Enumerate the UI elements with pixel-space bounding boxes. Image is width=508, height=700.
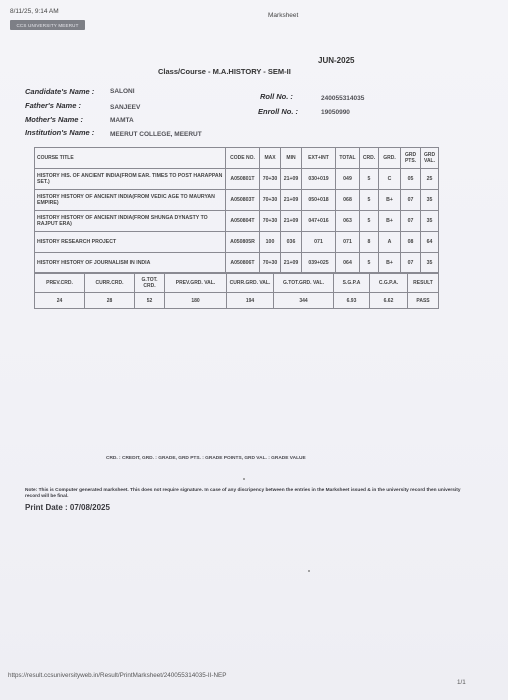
credit-cell: 8 [360,232,379,253]
code-cell: A050804T [226,211,260,232]
ext-int-cell: 030+019 [302,169,336,190]
summary-header-cell: G.TOT. CRD. [135,273,165,293]
marks-header-row [35,148,439,169]
mother-name: MAMTA [110,117,134,124]
father-name: SANJEEV [110,104,141,111]
code-cell: A050805R [226,232,260,253]
code-cell: A050801T [226,169,260,190]
summary-header-cell: C.G.P.A. [370,273,408,293]
print-date: Print Date : 07/08/2025 [25,503,110,512]
table-row [35,232,439,253]
summary-value-row [35,293,439,309]
credit-cell: 5 [360,211,379,232]
mother-name-label: Mother's Name : [25,115,84,124]
total-grade-value: 344 [274,293,334,309]
header-cell: CRD. [360,148,379,169]
max-cell: 100 [260,232,281,253]
candidate-name: SALONI [110,88,135,95]
credit-cell: 5 [360,190,379,211]
table-row [35,169,439,190]
enroll-no-label: Enroll No. : [258,107,298,116]
table-row [35,190,439,211]
page-number: 1/1 [457,679,466,686]
scan-speck [243,478,245,480]
ext-int-cell: 071 [302,232,336,253]
institution-name: MEERUT COLLEGE, MEERUT [110,131,202,138]
course-title-cell: HISTORY HIS. OF ANCIENT INDIA(FROM EAR. TIMES TO POST HARAPPAN SET.) [35,169,226,190]
prev-grade-value: 180 [165,293,227,309]
grade-points-cell: 07 [401,190,421,211]
course-title-cell: HISTORY HISTORY OF ANCIENT INDIA(FROM SHUNGA DYNASTY TO RAJPUT ERA) [35,211,226,232]
grade-cell: B+ [379,190,401,211]
curr-grade-value: 194 [227,293,274,309]
enroll-no: 19050990 [321,109,350,116]
table-row [35,253,439,274]
header-cell: MIN [281,148,302,169]
institution-label: Institution's Name : [25,128,95,137]
header-cell: CODE NO. [226,148,260,169]
grade-points-cell: 07 [401,253,421,274]
code-cell: A050803T [226,190,260,211]
grade-value-cell: 35 [421,253,439,274]
summary-header-cell: RESULT [408,273,439,293]
university-logo [10,20,85,30]
course-title-cell: HISTORY HISTORY OF ANCIENT INDIA(FROM VEDIC AGE TO MAURYAN EMPIRE) [35,190,226,211]
scan-speck [308,570,310,572]
total-cell: 068 [336,190,360,211]
grade-cell: A [379,232,401,253]
marks-table [34,147,439,274]
credit-cell: 5 [360,169,379,190]
abbreviation-legend: CRD. : CREDIT, GRD. : GRADE, GRD PTS. : GRADE POINTS, GRD VAL. : GRADE VALUE [106,456,306,461]
header-cell: GRD. [379,148,401,169]
cgpa-value: 6.62 [370,293,408,309]
ext-int-cell: 050+018 [302,190,336,211]
total-credit-value: 52 [135,293,165,309]
grade-points-cell: 07 [401,211,421,232]
header-cell: TOTAL [336,148,360,169]
table-row [35,211,439,232]
roll-no-label: Roll No. : [260,92,293,101]
grade-cell: B+ [379,211,401,232]
course-title-cell: HISTORY HISTORY OF JOURNALISM IN INDIA [35,253,226,274]
grade-cell: C [379,169,401,190]
roll-no: 240055314035 [321,95,365,102]
summary-header-cell: CURR.GRD. VAL. [227,273,274,293]
father-name-label: Father's Name : [25,101,81,110]
browser-page-title: Marksheet [268,12,299,19]
summary-header-cell: PREV.GRD. VAL. [165,273,227,293]
grade-cell: B+ [379,253,401,274]
header-cell: MAX [260,148,281,169]
min-cell: 21+09 [281,190,302,211]
candidate-name-label: Candidate's Name : [25,87,95,96]
disclaimer-note: Note: This is Computer generated marksheet. This does not require signature. In case of any discripency between the entries in the Marksheet issued & in the university record then university record will be final. [25,488,461,499]
result-summary-table [34,272,439,309]
grade-value-cell: 25 [421,169,439,190]
min-cell: 21+09 [281,169,302,190]
source-url-link[interactable]: https://result.ccsuniversityweb.in/Result/PrintMarksheet/240055314035-II-NEP [8,672,227,679]
credit-cell: 5 [360,253,379,274]
grade-points-cell: 05 [401,169,421,190]
code-cell: A050806T [226,253,260,274]
total-cell: 064 [336,253,360,274]
header-cell: GRD VAL. [421,148,439,169]
summary-header-cell: S.G.P.A [334,273,370,293]
logo-text: CCS UNIVERSITY MEERUT [16,22,79,28]
min-cell: 21+09 [281,253,302,274]
sgpa-value: 6.93 [334,293,370,309]
grade-value-cell: 35 [421,211,439,232]
summary-header-cell: CURR.CRD. [85,273,135,293]
max-cell: 70+30 [260,211,281,232]
max-cell: 70+30 [260,253,281,274]
min-cell: 21+09 [281,211,302,232]
header-cell: COURSE TITLE [35,148,226,169]
course-heading: Class/Course - M.A.HISTORY - SEM-II [158,67,291,76]
ext-int-cell: 047+016 [302,211,336,232]
print-timestamp: 8/11/25, 9:14 AM [10,8,59,15]
course-title-cell: HISTORY RESEARCH PROJECT [35,232,226,253]
max-cell: 70+30 [260,190,281,211]
total-cell: 071 [336,232,360,253]
grade-points-cell: 08 [401,232,421,253]
summary-header-cell: G.TOT.GRD. VAL. [274,273,334,293]
prev-credit-value: 24 [35,293,85,309]
summary-header-cell: PREV.CRD. [35,273,85,293]
exam-session: JUN-2025 [318,56,355,65]
grade-value-cell: 64 [421,232,439,253]
total-cell: 049 [336,169,360,190]
result-value: PASS [408,293,439,309]
header-cell: GRD PTS. [401,148,421,169]
summary-header-row [35,273,439,293]
header-cell: EXT+INT [302,148,336,169]
max-cell: 70+30 [260,169,281,190]
grade-value-cell: 35 [421,190,439,211]
curr-credit-value: 28 [85,293,135,309]
total-cell: 063 [336,211,360,232]
min-cell: 036 [281,232,302,253]
ext-int-cell: 039+025 [302,253,336,274]
